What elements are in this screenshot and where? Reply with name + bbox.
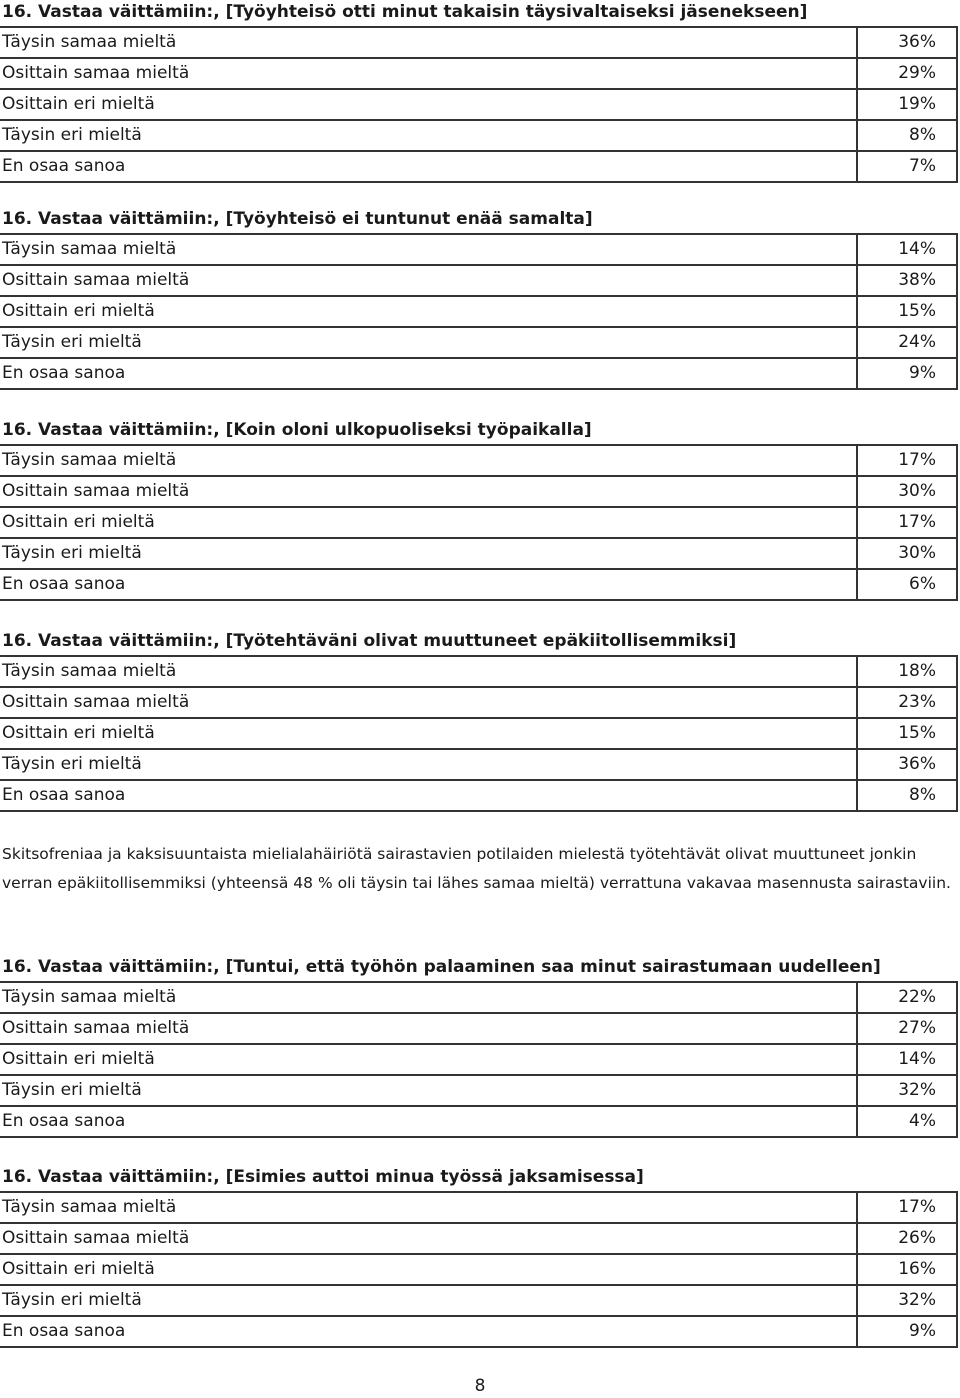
option-label: Osittain samaa mieltä	[0, 1013, 857, 1044]
question-title: 16. Vastaa väittämiin:, [Työtehtäväni olivat muuttuneet epäkiitollisemmiksi]	[2, 631, 737, 651]
table-row	[0, 1254, 957, 1285]
option-percent: 30%	[857, 538, 957, 569]
option-percent: 14%	[857, 1044, 957, 1075]
option-percent: 19%	[857, 89, 957, 120]
option-label: Osittain eri mieltä	[0, 1044, 857, 1075]
option-percent: 18%	[857, 656, 957, 687]
response-table	[0, 233, 958, 390]
option-percent: 8%	[857, 780, 957, 811]
table-row	[0, 749, 957, 780]
option-label: En osaa sanoa	[0, 1316, 857, 1347]
table-row	[0, 1075, 957, 1106]
option-label: Täysin samaa mieltä	[0, 1192, 857, 1223]
option-label: En osaa sanoa	[0, 569, 857, 600]
option-percent: 15%	[857, 296, 957, 327]
table-row	[0, 1192, 957, 1223]
option-percent: 6%	[857, 569, 957, 600]
option-label: Osittain samaa mieltä	[0, 58, 857, 89]
option-label: Osittain eri mieltä	[0, 296, 857, 327]
table-row	[0, 27, 957, 58]
table-row	[0, 1223, 957, 1254]
page-number: 8	[474, 1376, 486, 1396]
question-block-6	[0, 1165, 958, 1348]
option-label: Osittain eri mieltä	[0, 1254, 857, 1285]
option-percent: 9%	[857, 358, 957, 389]
option-percent: 24%	[857, 327, 957, 358]
table-row	[0, 120, 957, 151]
option-percent: 23%	[857, 687, 957, 718]
table-row	[0, 1044, 957, 1075]
table-row	[0, 687, 957, 718]
table-row	[0, 1013, 957, 1044]
option-percent: 9%	[857, 1316, 957, 1347]
question-block-1	[0, 0, 958, 183]
option-label: Osittain eri mieltä	[0, 718, 857, 749]
question-block-4	[0, 629, 958, 812]
option-percent: 16%	[857, 1254, 957, 1285]
option-label: En osaa sanoa	[0, 151, 857, 182]
option-label: Osittain eri mieltä	[0, 89, 857, 120]
response-table	[0, 26, 958, 183]
table-row	[0, 327, 957, 358]
option-percent: 32%	[857, 1285, 957, 1316]
table-row	[0, 445, 957, 476]
option-label: Osittain samaa mieltä	[0, 476, 857, 507]
option-label: Osittain samaa mieltä	[0, 265, 857, 296]
option-label: Täysin samaa mieltä	[0, 445, 857, 476]
option-percent: 17%	[857, 507, 957, 538]
table-row	[0, 151, 957, 182]
table-row	[0, 569, 957, 600]
option-percent: 15%	[857, 718, 957, 749]
option-label: Täysin eri mieltä	[0, 1075, 857, 1106]
option-percent: 17%	[857, 445, 957, 476]
response-table	[0, 444, 958, 601]
question-block-3	[0, 418, 958, 601]
option-label: Täysin samaa mieltä	[0, 656, 857, 687]
table-row	[0, 1106, 957, 1137]
option-percent: 26%	[857, 1223, 957, 1254]
option-percent: 30%	[857, 476, 957, 507]
response-table	[0, 1191, 958, 1348]
option-label: Täysin samaa mieltä	[0, 982, 857, 1013]
option-percent: 36%	[857, 27, 957, 58]
table-row	[0, 507, 957, 538]
option-label: Täysin samaa mieltä	[0, 234, 857, 265]
option-percent: 22%	[857, 982, 957, 1013]
option-percent: 29%	[857, 58, 957, 89]
question-title: 16. Vastaa väittämiin:, [Tuntui, että työhön palaaminen saa minut sairastumaan uudelleen]	[2, 957, 881, 977]
option-percent: 38%	[857, 265, 957, 296]
option-label: Osittain samaa mieltä	[0, 687, 857, 718]
table-row	[0, 296, 957, 327]
table-row	[0, 476, 957, 507]
response-table	[0, 981, 958, 1138]
table-row	[0, 656, 957, 687]
option-percent: 4%	[857, 1106, 957, 1137]
question-title: 16. Vastaa väittämiin:, [Työyhteisö otti minut takaisin täysivaltaiseksi jäsenekseen]	[2, 2, 808, 22]
option-label: En osaa sanoa	[0, 780, 857, 811]
option-label: En osaa sanoa	[0, 358, 857, 389]
option-label: Osittain samaa mieltä	[0, 1223, 857, 1254]
table-row	[0, 718, 957, 749]
option-label: Täysin eri mieltä	[0, 327, 857, 358]
table-row	[0, 1316, 957, 1347]
table-row	[0, 358, 957, 389]
commentary-paragraph: Skitsofreniaa ja kaksisuuntaista mielialahäiriötä sairastavien potilaiden mielestä työtehtävät olivat muuttuneet jonkin verran epäkiitollisemmiksi (yhteensä 48 % oli täysin tai lähes samaa mieltä) verrattuna vakavaa masennusta sairastaviin.	[2, 845, 951, 892]
option-label: En osaa sanoa	[0, 1106, 857, 1137]
option-label: Täysin eri mieltä	[0, 749, 857, 780]
question-block-2	[0, 207, 958, 390]
option-label: Täysin eri mieltä	[0, 120, 857, 151]
option-percent: 17%	[857, 1192, 957, 1223]
table-row	[0, 538, 957, 569]
option-label: Täysin samaa mieltä	[0, 27, 857, 58]
table-row	[0, 265, 957, 296]
option-percent: 36%	[857, 749, 957, 780]
option-percent: 27%	[857, 1013, 957, 1044]
table-row	[0, 234, 957, 265]
table-row	[0, 89, 957, 120]
option-percent: 8%	[857, 120, 957, 151]
option-label: Täysin eri mieltä	[0, 538, 857, 569]
table-row	[0, 982, 957, 1013]
table-row	[0, 1285, 957, 1316]
table-row	[0, 58, 957, 89]
question-title: 16. Vastaa väittämiin:, [Työyhteisö ei tuntunut enää samalta]	[2, 209, 593, 229]
option-percent: 7%	[857, 151, 957, 182]
option-label: Täysin eri mieltä	[0, 1285, 857, 1316]
table-row	[0, 780, 957, 811]
question-title: 16. Vastaa väittämiin:, [Esimies auttoi minua työssä jaksamisessa]	[2, 1167, 644, 1187]
response-table	[0, 655, 958, 812]
question-title: 16. Vastaa väittämiin:, [Koin oloni ulkopuoliseksi työpaikalla]	[2, 420, 592, 440]
option-label: Osittain eri mieltä	[0, 507, 857, 538]
option-percent: 14%	[857, 234, 957, 265]
question-block-5	[0, 955, 958, 1138]
option-percent: 32%	[857, 1075, 957, 1106]
